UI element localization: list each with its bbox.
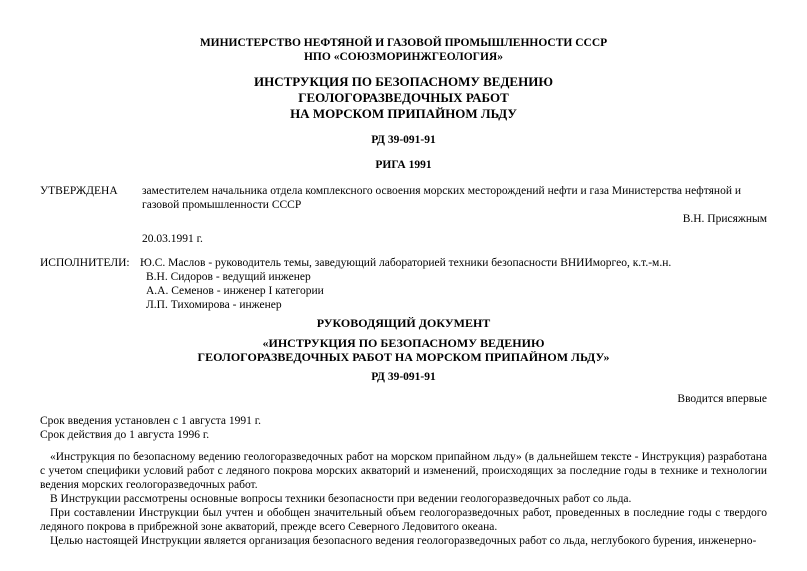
validity-dates <box>40 414 767 442</box>
guiding-document-title <box>40 336 767 364</box>
executor-item: В.Н. Сидоров - ведущий инженер <box>146 271 311 283</box>
approval-date: 20.03.1991 г. <box>142 233 203 245</box>
guiding-document-type: РУКОВОДЯЩИЙ ДОКУМЕНТ <box>316 316 491 330</box>
organization-name: НПО «СОЮЗМОРИНЖГЕОЛОГИЯ» <box>303 51 503 63</box>
approval-label: УТВЕРЖДЕНА <box>40 185 118 197</box>
executors-label: ИСПОЛНИТЕЛИ: <box>40 257 130 269</box>
place-year: РИГА 1991 <box>375 159 432 171</box>
approval-text: заместителем начальника отдела комплексного освоения морских месторождений нефти и газа Министерства нефтяной и газовой промышленности СССР <box>142 185 742 211</box>
start-date: Срок введения установлен с 1 августа 1991 г. <box>40 415 262 427</box>
title-line-1: ИНСТРУКЦИЯ ПО БЕЗОПАСНОМУ ВЕДЕНИЮ <box>254 74 553 89</box>
executor-item: Ю.С. Маслов - руководитель темы, заведующий лабораторией техники безопасности ВНИИморгео, к.т.-м.н. <box>140 257 672 269</box>
approval-content <box>142 184 767 246</box>
document-code: РД 39-091-91 <box>371 134 436 146</box>
paragraph: Целью настоящей Инструкции является организация безопасного ведения геологоразведочных работ со льда, неглубокого бурения, инженерно- <box>50 535 757 547</box>
approval-block <box>40 184 767 246</box>
guiding-title-line-2: ГЕОЛОГОРАЗВЕДОЧНЫХ РАБОТ НА МОРСКОМ ПРИПАЙНОМ ЛЬДУ» <box>197 350 610 364</box>
document-title <box>40 74 767 122</box>
executor-item: А.А. Семенов - инженер I категории <box>146 285 324 297</box>
ministry-header <box>40 36 767 64</box>
paragraph: При составлении Инструкции был учтен и обобщен значительный объем геологоразведочных работ, проведенных в последние годы с твердого ледяного покрова в прибрежной зоне акваторий, прежде всего Северного Ледовитого океана. <box>40 507 767 533</box>
ministry-name: МИНИСТЕРСТВО НЕФТЯНОЙ И ГАЗОВОЙ ПРОМЫШЛЕННОСТИ СССР <box>199 37 608 49</box>
body-text <box>40 450 767 548</box>
guiding-document-code: РД 39-091-91 <box>371 371 436 383</box>
paragraph: В Инструкции рассмотрены основные вопросы техники безопасности при ведении геологоразведочных работ со льда. <box>50 493 632 505</box>
title-line-2: ГЕОЛОГОРАЗВЕДОЧНЫХ РАБОТ <box>298 90 509 105</box>
executors-list <box>140 256 767 312</box>
title-line-3: НА МОРСКОМ ПРИПАЙНОМ ЛЬДУ <box>290 106 517 121</box>
first-introduced-note: Вводится впервые <box>677 393 767 405</box>
guiding-title-line-1: «ИНСТРУКЦИЯ ПО БЕЗОПАСНОМУ ВЕДЕНИЮ <box>262 336 545 350</box>
executors-block <box>40 256 767 312</box>
end-date: Срок действия до 1 августа 1996 г. <box>40 429 210 441</box>
document-page <box>40 36 767 548</box>
executor-item: Л.П. Тихомирова - инженер <box>146 299 282 311</box>
paragraph: «Инструкция по безопасному ведению геологоразведочных работ на морском припайном льду» (в дальнейшем тексте - Инструкция) разработана с учетом специфики условий работ с ледяного покрова морских акваторий и изменений, происходящих за последние годы в технике и технологии ведения морских геологоразведочных работ. <box>40 451 767 491</box>
approval-signatory: В.Н. Присяжным <box>682 213 767 225</box>
